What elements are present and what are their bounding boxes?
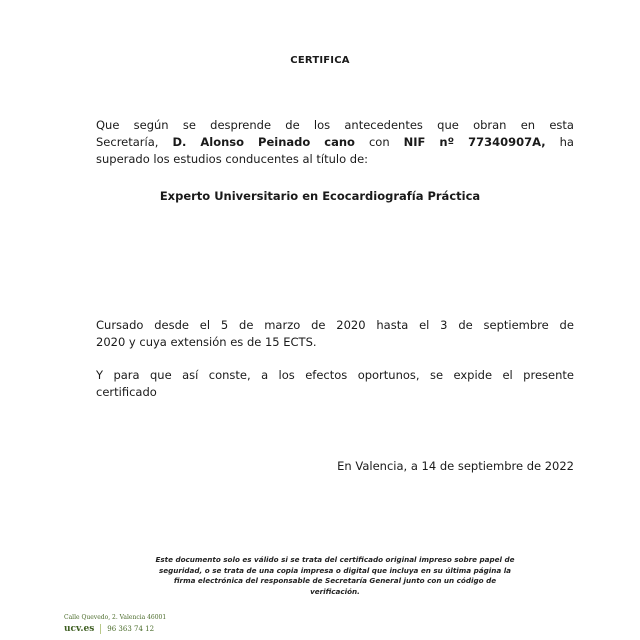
nif-label: nº [439, 135, 455, 149]
word: de [559, 318, 574, 332]
footer-address: Calle Quevedo, 2. Valencia 46001 [64, 614, 167, 621]
duration-line-1 [96, 317, 574, 334]
word: el [502, 368, 513, 382]
word: septiembre [483, 318, 549, 332]
word: los [313, 118, 331, 132]
word: el [419, 318, 430, 332]
word: en [520, 118, 536, 132]
word: de [311, 318, 326, 332]
validity-disclaimer: Este documento solo es válido si se trata del certificado original impreso sobre papel de seguridad, o se trata de una copia impresa o digital que incluya en su última página la firma electrónica del responsable de Secretaría General junto con un código de verificación. [155, 555, 515, 596]
word: 3 [440, 318, 448, 332]
intro-line-2 [96, 134, 574, 151]
footer-divider [100, 624, 101, 634]
issuance-line-2: certificado [96, 385, 157, 399]
footer-contact-row [64, 624, 166, 634]
duration-paragraph [96, 317, 574, 351]
word: ha [559, 135, 574, 149]
word: expide [453, 368, 493, 382]
place-and-date: En Valencia, a 14 de septiembre de 2022 [337, 459, 574, 473]
word: obran [473, 118, 507, 132]
issuance-line-1 [96, 367, 574, 384]
footer-phone: 96 363 74 12 [107, 625, 155, 633]
word: de [239, 318, 254, 332]
word: con [368, 135, 390, 149]
word: se [182, 118, 196, 132]
nif-label: NIF [403, 135, 426, 149]
word: Que [96, 118, 120, 132]
certificate-heading: CERTIFICA [290, 55, 350, 66]
word: antecedentes [344, 118, 423, 132]
word: esta [549, 118, 574, 132]
word: Y [96, 368, 104, 382]
word: Cursado [96, 318, 144, 332]
nif-value: 77340907A, [468, 135, 546, 149]
word: hasta [376, 318, 409, 332]
word: así [182, 368, 199, 382]
institution-footer [64, 614, 166, 634]
intro-paragraph [96, 117, 574, 168]
word: a [261, 368, 269, 382]
word: para [113, 368, 140, 382]
word: de [458, 318, 473, 332]
word: efectos [305, 368, 348, 382]
word: que [150, 368, 172, 382]
word: conste, [208, 368, 251, 382]
recipient-name-part: Alonso [200, 135, 245, 149]
word: desprende [210, 118, 272, 132]
word: marzo [264, 318, 301, 332]
intro-line-3: superado los estudios conducentes al título de: [96, 152, 369, 166]
issuance-paragraph [96, 367, 574, 401]
word: desde [154, 318, 189, 332]
recipient-name-part: cano [324, 135, 355, 149]
word: el [199, 318, 211, 332]
word: que [437, 118, 459, 132]
duration-line-2: 2020 y cuya extensión es de 15 ECTS. [96, 335, 317, 349]
recipient-name-part: Peinado [258, 135, 311, 149]
word: oportunos, [357, 368, 420, 382]
word: Secretaría, [96, 135, 159, 149]
word: según [133, 118, 169, 132]
word: se [429, 368, 444, 382]
intro-line-1 [96, 117, 574, 134]
word: presente [523, 368, 574, 382]
word: los [278, 368, 295, 382]
recipient-name-part: D. [172, 135, 187, 149]
word: de [285, 118, 300, 132]
degree-title: Experto Universitario en Ecocardiografía Práctica [159, 189, 481, 203]
word: 2020 [336, 318, 366, 332]
footer-website: ucv.es [64, 624, 95, 634]
word: 5 [220, 318, 229, 332]
